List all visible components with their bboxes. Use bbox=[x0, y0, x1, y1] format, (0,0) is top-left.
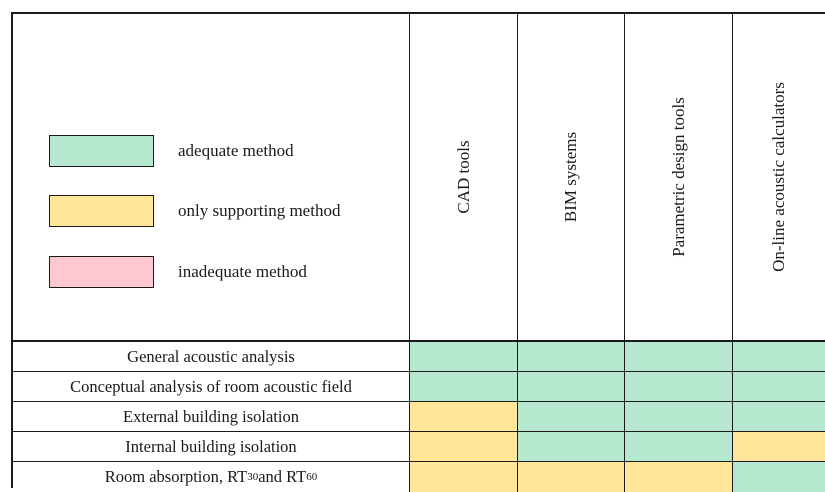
rating-cell bbox=[732, 402, 825, 431]
legend-label-supporting: only supporting method bbox=[178, 201, 341, 220]
table-row bbox=[13, 372, 825, 402]
legend-label-inadequate: inadequate method bbox=[178, 262, 307, 281]
rating-cell bbox=[517, 402, 624, 431]
table-row bbox=[13, 342, 825, 372]
column-header-label: Parametric design tools bbox=[668, 97, 688, 257]
rating-cell bbox=[409, 402, 517, 431]
acoustic-methods-table bbox=[11, 12, 825, 488]
rating-cell bbox=[732, 342, 825, 371]
column-header-parametric-design-tools bbox=[624, 14, 732, 340]
legend-swatch-adequate bbox=[49, 135, 154, 167]
legend-swatch-inadequate bbox=[49, 256, 154, 288]
rating-cell bbox=[624, 372, 732, 401]
column-header-label: BIM systems bbox=[561, 131, 580, 223]
row-label: Internal building isolation bbox=[125, 436, 297, 456]
rating-cell bbox=[732, 372, 825, 401]
row-label-subscript: 60 bbox=[306, 471, 318, 483]
column-header-bim-systems bbox=[517, 14, 624, 340]
row-label-text: and RT bbox=[258, 467, 307, 486]
legend-swatch-supporting bbox=[49, 195, 154, 227]
column-header-cad-tools bbox=[409, 14, 517, 340]
rating-cell bbox=[624, 432, 732, 461]
legend-item-adequate bbox=[49, 134, 294, 168]
column-header-online-acoustic-calculators bbox=[732, 14, 825, 340]
row-label: External building isolation bbox=[123, 406, 299, 426]
row-label-subscript: 30 bbox=[247, 471, 259, 483]
column-header-label: CAD tools bbox=[453, 140, 473, 214]
rating-cell bbox=[624, 342, 732, 371]
row-label: General acoustic analysis bbox=[127, 346, 295, 366]
rating-cell bbox=[624, 402, 732, 431]
legend-label-adequate: adequate method bbox=[178, 141, 294, 160]
legend-item-supporting bbox=[49, 194, 340, 228]
rating-cell bbox=[732, 432, 825, 461]
table-row bbox=[13, 432, 825, 462]
rating-cell bbox=[409, 342, 517, 371]
rating-cell bbox=[517, 372, 624, 401]
table-row bbox=[13, 402, 825, 432]
rating-cell bbox=[409, 432, 517, 461]
rating-cell bbox=[409, 372, 517, 401]
row-label: Conceptual analysis of room acoustic field bbox=[70, 376, 352, 396]
rating-cell bbox=[517, 432, 624, 461]
column-header-label: On-line acoustic calculators bbox=[769, 82, 788, 272]
row-label-text: Room absorption, RT bbox=[104, 467, 248, 486]
rating-cell bbox=[517, 342, 624, 371]
legend bbox=[13, 14, 409, 340]
legend-item-inadequate bbox=[49, 255, 307, 289]
